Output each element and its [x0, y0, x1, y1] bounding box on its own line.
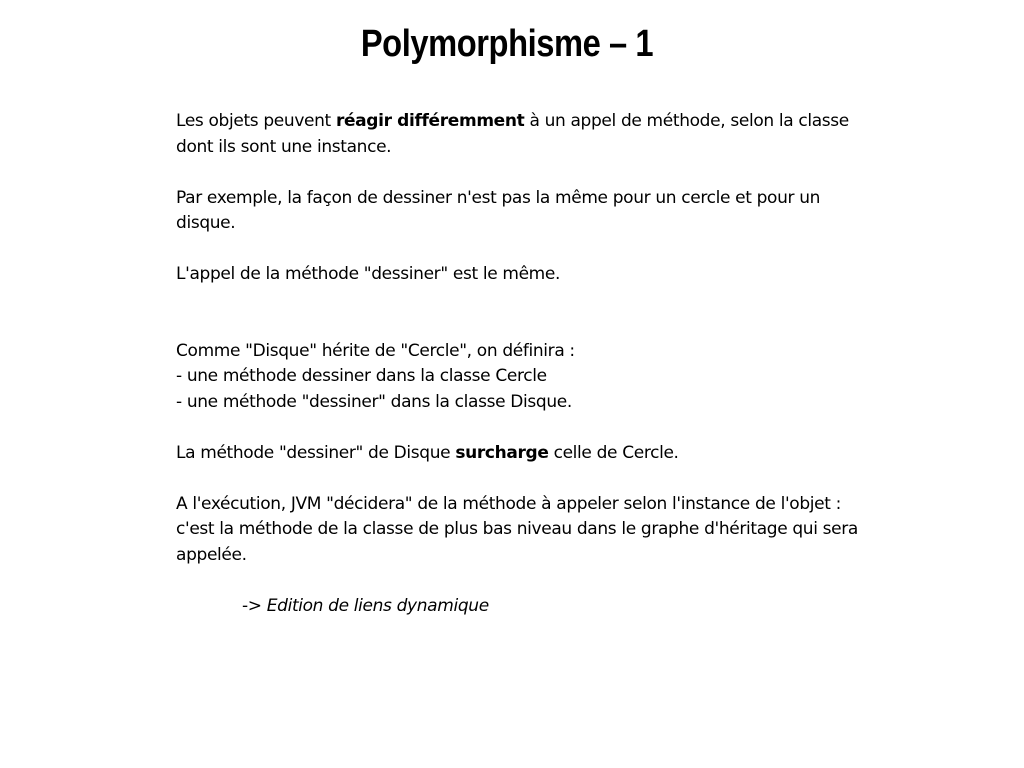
paragraph-gap: [176, 568, 976, 594]
paragraph-2-line-1: Par exemple, la façon de dessiner n'est pas la même pour un cercle et pour un: [176, 187, 821, 208]
paragraph-6-line-2: c'est la méthode de la classe de plus bas niveau dans le graphe d'héritage qui sera: [176, 519, 858, 539]
emphasis-text: surcharge: [455, 442, 549, 463]
paragraph-gap: [176, 160, 976, 186]
paragraph-gap: [176, 237, 976, 263]
paragraph-gap: [176, 313, 976, 339]
paragraph-1-line-1: [176, 109, 976, 135]
paragraph-4-line-3: - une méthode "dessiner" dans la classe Disque.: [176, 391, 572, 412]
emphasis-text: réagir différemment: [335, 111, 525, 131]
paragraph-gap: [176, 288, 976, 314]
italic-text: Edition de liens dynamique: [266, 595, 489, 616]
paragraph-7: [176, 594, 976, 620]
paragraph-6-line-1: A l'exécution, JVM "décidera" de la méthode à appeler selon l'instance de l'objet :: [176, 493, 841, 514]
paragraph-6-line-3: appelée.: [176, 544, 247, 565]
slide-title: Polymorphisme – 1: [360, 23, 654, 65]
arrow-text: ->: [242, 595, 267, 616]
paragraph-4-line-2: - une méthode dessiner dans la classe Cercle: [176, 366, 547, 386]
paragraph-1-line-2: dont ils sont une instance.: [176, 136, 392, 157]
slide-body: [176, 109, 976, 619]
paragraph-3: L'appel de la méthode "dessiner" est le même.: [176, 264, 561, 284]
text-run: La méthode "dessiner" de Disque: [176, 442, 456, 463]
text-run: celle de Cercle.: [548, 442, 679, 463]
paragraph-5: [176, 441, 976, 467]
text-run: à un appel de méthode, selon la classe: [524, 111, 849, 131]
paragraph-gap: [176, 415, 976, 441]
paragraph-2-line-2: disque.: [176, 213, 236, 233]
paragraph-4-line-1: Comme "Disque" hérite de "Cercle", on définira :: [176, 340, 575, 361]
paragraph-gap: [176, 466, 976, 492]
text-run: Les objets peuvent: [176, 111, 336, 131]
